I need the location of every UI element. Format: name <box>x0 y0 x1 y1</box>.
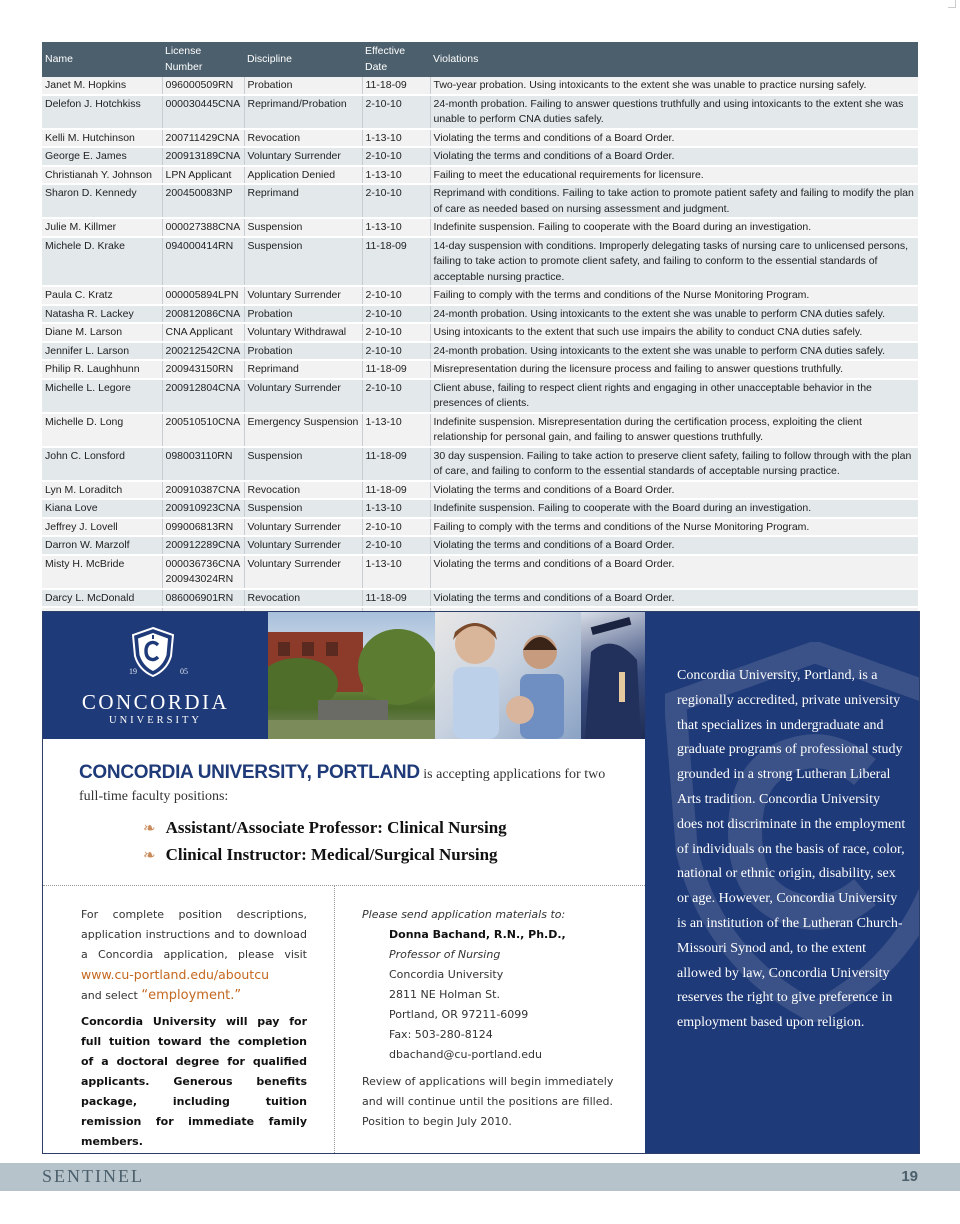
cell-effective-date: 11-18-09 <box>362 237 430 287</box>
cell-name: Paula C. Kratz <box>42 286 162 305</box>
table-row <box>42 77 918 95</box>
cell-effective-date: 1-13-10 <box>362 218 430 237</box>
cell-effective-date: 2-10-10 <box>362 184 430 218</box>
university-statement-text: Concordia University, Portland, is a regionally accredited, private university that specializes in undergraduate and graduate programs of professional study grounded in a strong Lutheran Liberal Arts tradition. Concordia University does not discriminate in the employment of individuals on the basis of race, color, national or ethnic origin, disability, sex or age. However, Concordia University is an institution of the Lutheran Church-Missouri Synod and, to the extent allowed by law, Concordia University reserves the right to give preference in employment based upon religion. <box>677 668 906 1031</box>
table-row <box>42 342 918 361</box>
cell-license-number: 096000509RN <box>162 77 244 95</box>
headline-brand: CONCORDIA UNIVERSITY, PORTLAND <box>79 762 420 783</box>
cell-discipline: Voluntary Surrender <box>244 518 362 537</box>
tuition-benefits-text: Concordia University will pay for full tuition toward the completion of a doctoral degree for qualified applicants. Generous benefits package, including tuition remission for immediate family members. <box>81 1015 307 1148</box>
cell-violations: Two-year probation. Using intoxicants to the extent she was unable to practice nursing safely. <box>430 77 918 95</box>
discipline-table <box>42 42 918 658</box>
cell-discipline: Suspension <box>244 447 362 481</box>
publication-title: SENTINEL <box>42 1166 144 1186</box>
table-row <box>42 413 918 447</box>
cell-violations: Failing to comply with the terms and conditions of the Nurse Monitoring Program. <box>430 286 918 305</box>
cell-effective-date: 11-18-09 <box>362 77 430 95</box>
cell-name: Philip R. Laughhunn <box>42 360 162 379</box>
cell-license-number: 200212542CNA <box>162 342 244 361</box>
cell-violations: Violating the terms and conditions of a Board Order. <box>430 536 918 555</box>
cell-license-number: 000030445CNA <box>162 95 244 129</box>
cell-discipline: Voluntary Surrender <box>244 536 362 555</box>
cell-effective-date: 11-18-09 <box>362 447 430 481</box>
established-year-right: 05 <box>180 667 188 676</box>
cell-license-number: LPN Applicant <box>162 166 244 185</box>
flourish-icon: ❧ <box>143 848 156 864</box>
established-year-left: 19 <box>129 667 137 676</box>
table-row <box>42 237 918 287</box>
employment-link[interactable]: “employment.” <box>141 988 242 1003</box>
cell-license-number: 099006813RN <box>162 518 244 537</box>
cell-effective-date: 2-10-10 <box>362 518 430 537</box>
campus-photo-art <box>268 612 435 739</box>
cell-license-number: 094000414RN <box>162 237 244 287</box>
table-row <box>42 447 918 481</box>
position-title: Clinical Instructor: Medical/Surgical Nursing <box>165 845 498 864</box>
header-violations: Violations <box>430 42 918 77</box>
cell-discipline: Revocation <box>244 481 362 500</box>
review-notice: Review of applications will begin immediately and will continue until the positions are filled. Position to begin July 2010. <box>362 1075 614 1128</box>
cell-discipline: Voluntary Surrender <box>244 286 362 305</box>
logo-subtitle: UNIVERSITY <box>109 715 202 726</box>
contact-title: Professor of Nursing <box>389 948 501 961</box>
cell-violations: Violating the terms and conditions of a Board Order. <box>430 147 918 166</box>
cell-discipline: Voluntary Surrender <box>244 555 362 589</box>
contact-address-block <box>362 925 632 1065</box>
cell-effective-date: 2-10-10 <box>362 379 430 413</box>
contact-city: Portland, OR 97211-6099 <box>389 1008 529 1021</box>
cell-name: Michele D. Krake <box>42 237 162 287</box>
cell-name: Julie M. Killmer <box>42 218 162 237</box>
cell-effective-date: 1-13-10 <box>362 129 430 148</box>
table-row <box>42 95 918 129</box>
cell-license-number: 200450083NP <box>162 184 244 218</box>
cell-name: Sharon D. Kennedy <box>42 184 162 218</box>
cell-name: Janet M. Hopkins <box>42 77 162 95</box>
cell-license-number: 086006901RN <box>162 589 244 608</box>
cell-violations: Misrepresentation during the licensure process and failing to answer questions truthfully. <box>430 360 918 379</box>
table-row <box>42 379 918 413</box>
table-row <box>42 218 918 237</box>
page-footer <box>0 1163 960 1191</box>
shield-logo-icon <box>131 626 175 678</box>
logo-name: CONCORDIA <box>81 690 230 714</box>
cell-name: Christianah Y. Johnson <box>42 166 162 185</box>
cell-discipline: Emergency Suspension <box>244 413 362 447</box>
cell-violations: Violating the terms and conditions of a Board Order. <box>430 129 918 148</box>
logo-panel <box>43 612 268 739</box>
cell-license-number: 000027388CNA <box>162 218 244 237</box>
cell-license-number: 200912289CNA <box>162 536 244 555</box>
cell-license-number: 200943150RN <box>162 360 244 379</box>
crop-mark <box>948 0 956 8</box>
cell-discipline: Suspension <box>244 499 362 518</box>
instructions-paragraph <box>81 905 307 1006</box>
instructions-text: For complete position descriptions, application instructions and to download a Concordia application, please visit <box>81 908 307 961</box>
cell-license-number: 200912804CNA <box>162 379 244 413</box>
cell-discipline: Probation <box>244 342 362 361</box>
send-materials-label: Please send application materials to: <box>362 908 566 921</box>
cell-license-number: 200711429CNA <box>162 129 244 148</box>
cell-name: Lyn M. Loraditch <box>42 481 162 500</box>
cell-name: Darcy L. McDonald <box>42 589 162 608</box>
cell-license-number: 000005894LPN <box>162 286 244 305</box>
cell-name: Michelle L. Legore <box>42 379 162 413</box>
cell-license-number: 200910387CNA <box>162 481 244 500</box>
table-row <box>42 166 918 185</box>
campus-sign-photo <box>268 612 435 739</box>
cell-license-number: 200913189CNA <box>162 147 244 166</box>
cell-license-number: 098003110RN <box>162 447 244 481</box>
cell-license-number: 200510510CNA <box>162 413 244 447</box>
cell-name: Jeffrey J. Lovell <box>42 518 162 537</box>
cell-violations: Violating the terms and conditions of a Board Order. <box>430 481 918 500</box>
table-row <box>42 481 918 500</box>
contact-fax: Fax: 503-280-8124 <box>389 1028 493 1041</box>
graduate-photo <box>581 612 645 739</box>
cell-discipline: Suspension <box>244 237 362 287</box>
cell-license-number: 200812086CNA <box>162 305 244 324</box>
table-header <box>42 42 918 77</box>
cell-name: Natasha R. Lackey <box>42 305 162 324</box>
cell-violations: 14-day suspension with conditions. Improperly delegating tasks of nursing care to unlicensed persons, failing to take action to promote client safety, and failing to conform to the essential standards of acceptable nursing practice. <box>430 237 918 287</box>
cell-discipline: Reprimand/Probation <box>244 95 362 129</box>
table-header-row <box>42 42 918 77</box>
cell-violations: Reprimand with conditions. Failing to take action to promote patient safety and failing to modify the plan of care as needed based on nursing assessment and judgment. <box>430 184 918 218</box>
cell-violations: 30 day suspension. Failing to take action to preserve client safety, failing to follow through with the plan of care, and failing to conform to the essential standards of acceptable nursing practice. <box>430 447 918 481</box>
cell-effective-date: 1-13-10 <box>362 555 430 589</box>
cell-discipline: Voluntary Withdrawal <box>244 323 362 342</box>
contact-organization: Concordia University <box>389 968 504 981</box>
table-row <box>42 129 918 148</box>
cell-discipline: Voluntary Surrender <box>244 379 362 413</box>
table-row <box>42 323 918 342</box>
cell-violations: Indefinite suspension. Misrepresentation during the certification process, exploiting the client relationship for personal gain, and failing to answer questions truthfully. <box>430 413 918 447</box>
cell-violations: Indefinite suspension. Failing to cooperate with the Board during an investigation. <box>430 218 918 237</box>
cell-discipline: Application Denied <box>244 166 362 185</box>
cell-effective-date: 11-18-09 <box>362 589 430 608</box>
cell-discipline: Revocation <box>244 589 362 608</box>
cell-name: Michelle D. Long <box>42 413 162 447</box>
cell-violations: 24-month probation. Using intoxicants to the extent she was unable to perform CNA duties safely. <box>430 305 918 324</box>
ad-headline <box>79 762 619 808</box>
cell-discipline: Suspension <box>244 218 362 237</box>
table-row <box>42 305 918 324</box>
cell-name: John C. Lonsford <box>42 447 162 481</box>
table-row <box>42 499 918 518</box>
cell-violations: Client abuse, failing to respect client rights and engaging in other unacceptable behavior in the presences of clients. <box>430 379 918 413</box>
table-row <box>42 536 918 555</box>
cell-effective-date: 2-10-10 <box>362 286 430 305</box>
contact-email-link[interactable]: dbachand@cu-portland.edu <box>389 1048 542 1061</box>
flourish-icon: ❧ <box>143 821 156 837</box>
cell-name: Diane M. Larson <box>42 323 162 342</box>
cell-effective-date: 2-10-10 <box>362 147 430 166</box>
contact-name: Donna Bachand, R.N., Ph.D., <box>389 928 566 941</box>
cell-discipline: Reprimand <box>244 360 362 379</box>
concordia-advertisement <box>42 611 920 1154</box>
cell-discipline: Probation <box>244 305 362 324</box>
cell-effective-date: 11-18-09 <box>362 360 430 379</box>
cell-name: Misty H. McBride <box>42 555 162 589</box>
header-license-number: License Number <box>162 42 244 77</box>
dotted-divider-vertical <box>334 885 335 1153</box>
contact-street: 2811 NE Holman St. <box>389 988 500 1001</box>
header-name: Name <box>42 42 162 77</box>
table-row <box>42 518 918 537</box>
header-effective-date: Effective Date <box>362 42 430 77</box>
cell-violations: 24-month probation. Failing to answer questions truthfully and using intoxicants to the extent she was unable to perform CNA duties safely. <box>430 95 918 129</box>
university-statement-panel <box>645 612 920 1153</box>
header-discipline: Discipline <box>244 42 362 77</box>
cell-effective-date: 2-10-10 <box>362 305 430 324</box>
cell-name: George E. James <box>42 147 162 166</box>
cell-effective-date: 1-13-10 <box>362 413 430 447</box>
headline-text: is accepting applications for two full-time faculty positions: <box>79 767 606 804</box>
cell-violations: Violating the terms and conditions of a Board Order. <box>430 589 918 608</box>
contact-column <box>362 905 632 1132</box>
table-row <box>42 360 918 379</box>
select-text: and select <box>81 989 142 1002</box>
table-row <box>42 147 918 166</box>
cell-license-number: CNA Applicant <box>162 323 244 342</box>
position-title: Assistant/Associate Professor: Clinical Nursing <box>165 818 507 837</box>
cell-name: Kelli M. Hutchinson <box>42 129 162 148</box>
table-row <box>42 555 918 589</box>
cell-discipline: Revocation <box>244 129 362 148</box>
cell-violations: Failing to meet the educational requirements for licensure. <box>430 166 918 185</box>
graduate-photo-art <box>581 612 645 739</box>
cell-name: Darron W. Marzolf <box>42 536 162 555</box>
cell-violations: 24-month probation. Using intoxicants to the extent she was unable to perform CNA duties safely. <box>430 342 918 361</box>
nursing-students-photo <box>435 612 581 739</box>
cell-effective-date: 2-10-10 <box>362 323 430 342</box>
cell-effective-date: 11-18-09 <box>362 481 430 500</box>
aboutcu-link[interactable]: www.cu-portland.edu/aboutcu <box>81 967 270 982</box>
application-info-column <box>81 905 307 1152</box>
nurses-photo-art <box>435 612 581 739</box>
dotted-divider-horizontal <box>43 885 645 886</box>
page-number: 19 <box>901 1168 918 1185</box>
cell-effective-date: 2-10-10 <box>362 536 430 555</box>
cell-discipline: Voluntary Surrender <box>244 147 362 166</box>
cell-discipline: Probation <box>244 77 362 95</box>
cell-violations: Failing to comply with the terms and conditions of the Nurse Monitoring Program. <box>430 518 918 537</box>
table-body <box>42 77 918 657</box>
cell-name: Delefon J. Hotchkiss <box>42 95 162 129</box>
cell-license-number: 200910923CNA <box>162 499 244 518</box>
cell-discipline: Reprimand <box>244 184 362 218</box>
position-item-1 <box>143 818 507 838</box>
cell-name: Jennifer L. Larson <box>42 342 162 361</box>
cell-violations: Violating the terms and conditions of a Board Order. <box>430 555 918 589</box>
cell-violations: Using intoxicants to the extent that such use impairs the ability to conduct CNA duties safely. <box>430 323 918 342</box>
cell-name: Kiana Love <box>42 499 162 518</box>
cell-effective-date: 1-13-10 <box>362 166 430 185</box>
cell-license-number: 000036736CNA 200943024RN <box>162 555 244 589</box>
cell-effective-date: 1-13-10 <box>362 499 430 518</box>
table-row <box>42 286 918 305</box>
cell-effective-date: 2-10-10 <box>362 95 430 129</box>
table-row <box>42 184 918 218</box>
table-row <box>42 589 918 608</box>
cell-violations: Indefinite suspension. Failing to cooperate with the Board during an investigation. <box>430 499 918 518</box>
cell-effective-date: 2-10-10 <box>362 342 430 361</box>
position-item-2 <box>143 845 498 865</box>
